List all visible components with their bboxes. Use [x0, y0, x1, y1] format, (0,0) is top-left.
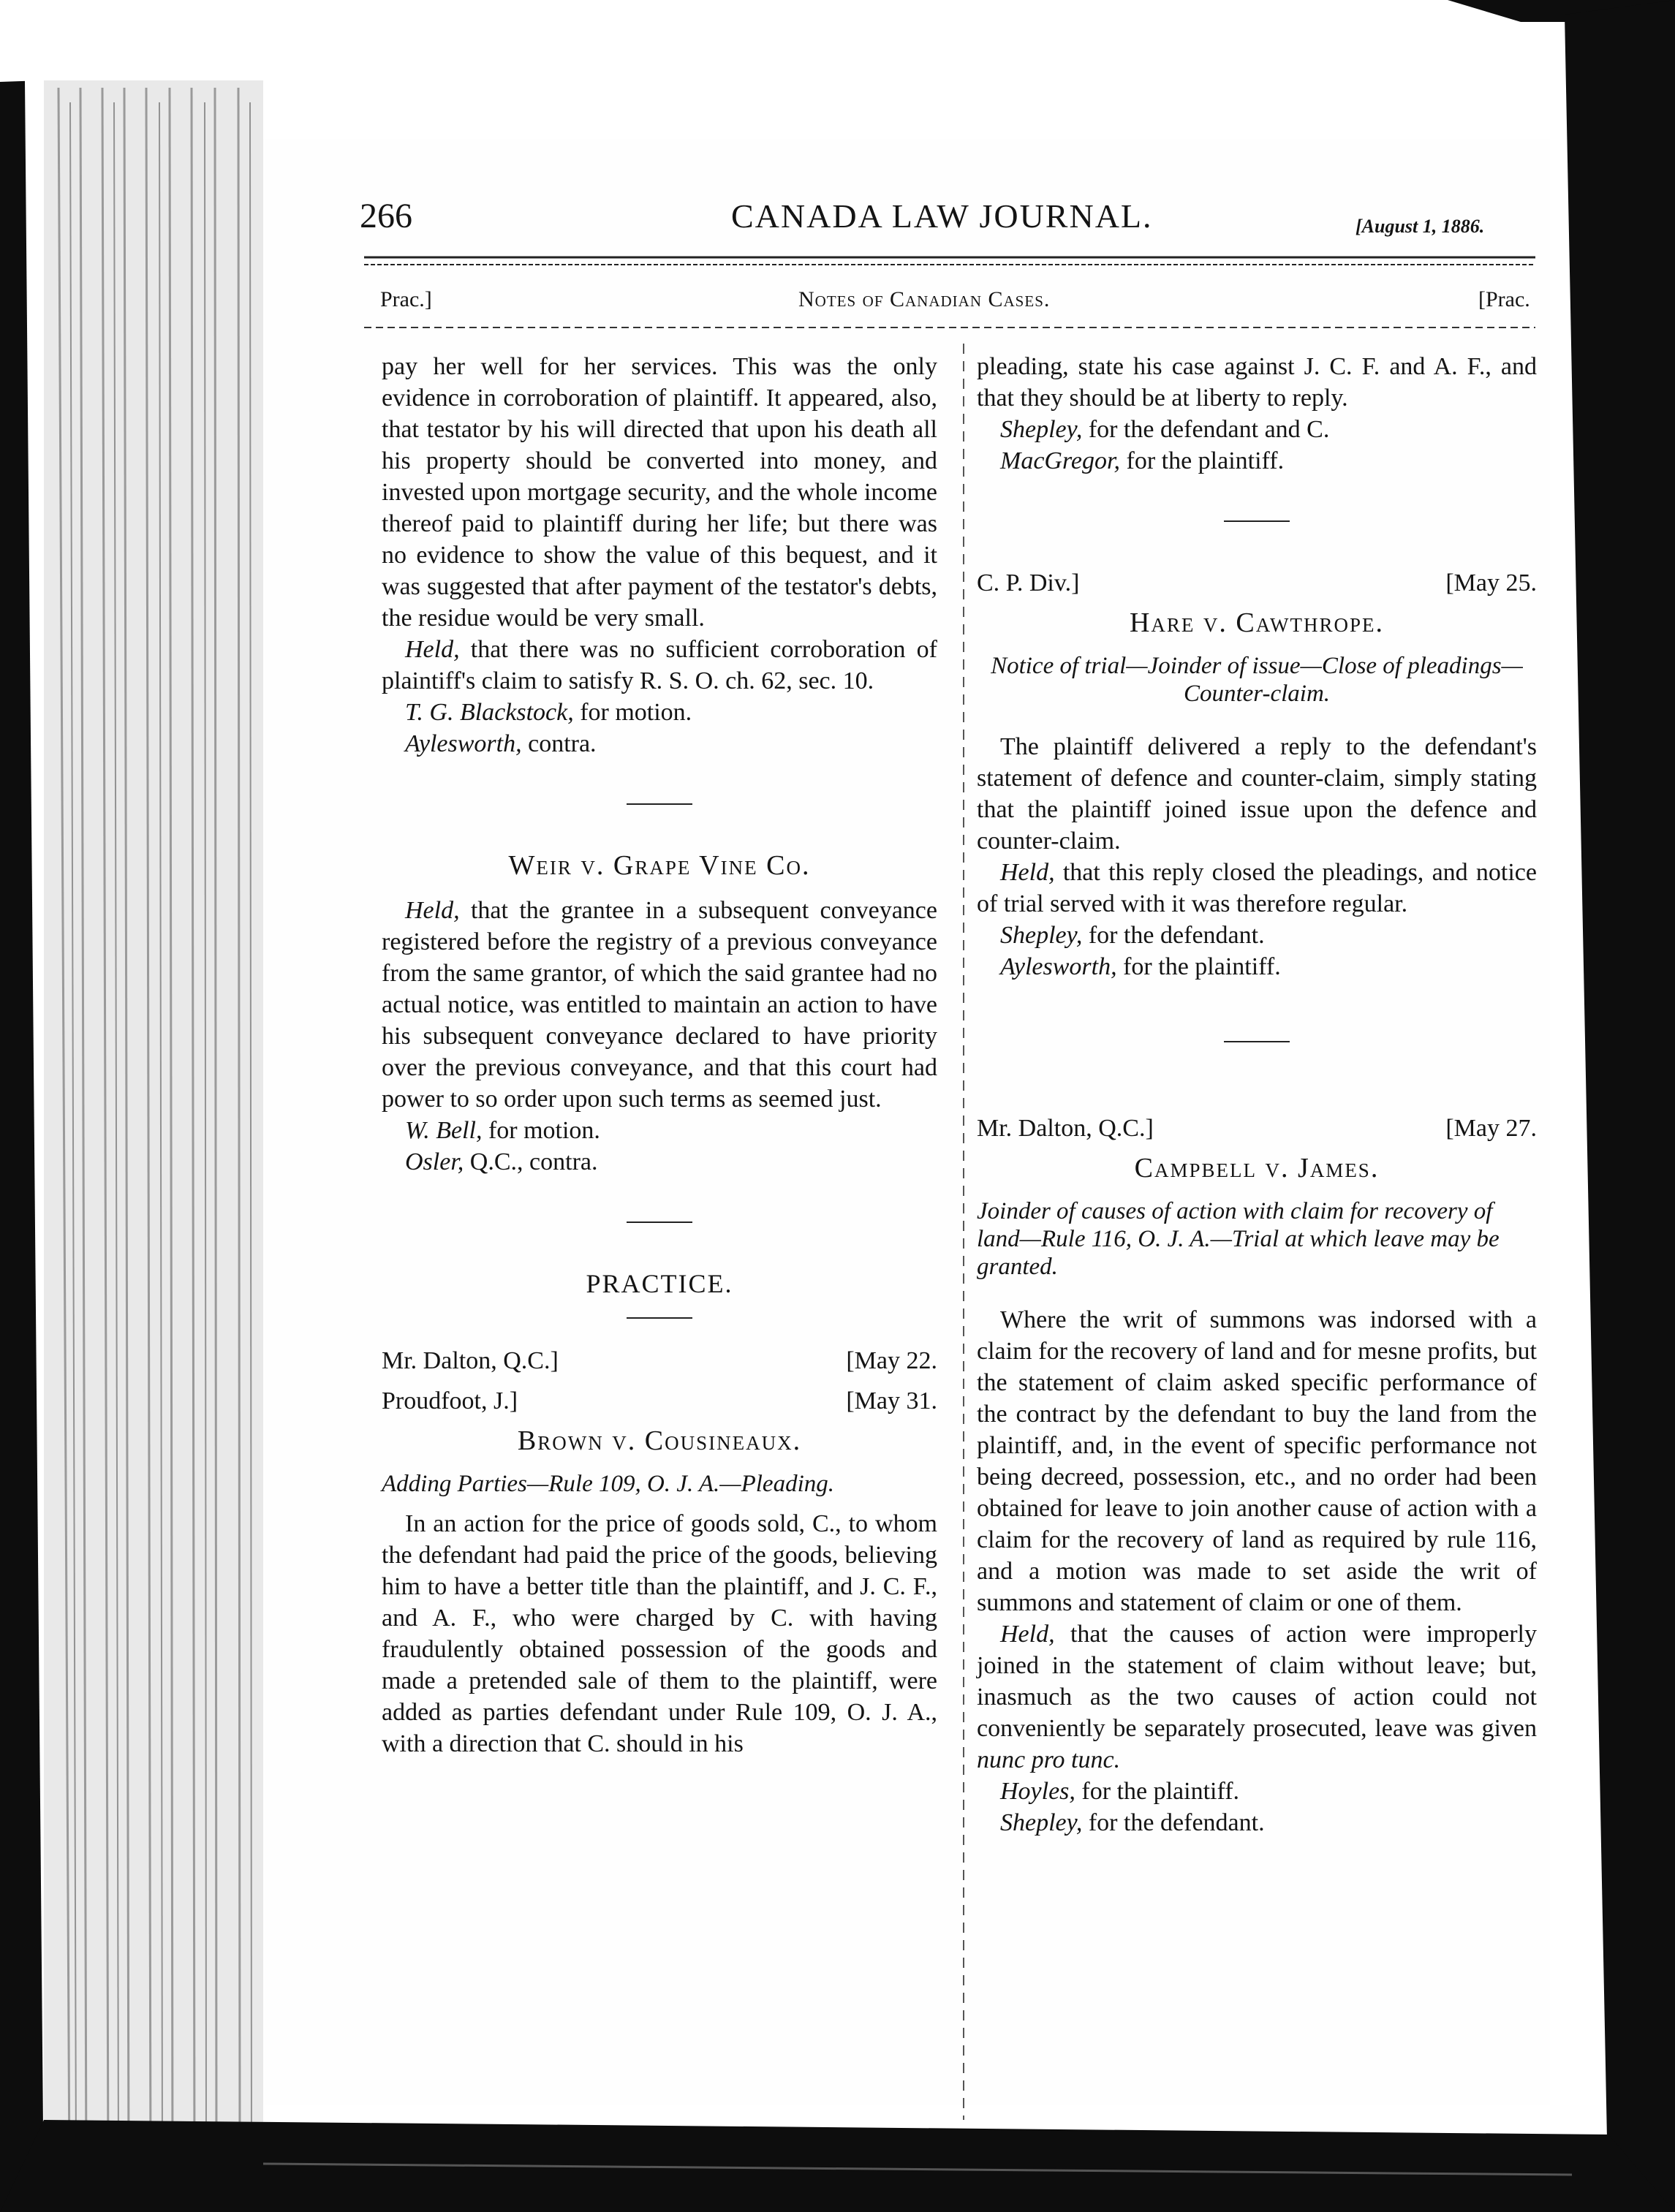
court-line: C. P. Div.] [May 25. — [977, 569, 1537, 596]
right-column — [977, 351, 1537, 1838]
separator-rule — [627, 1317, 692, 1319]
court-line: Proudfoot, J.] [May 31. — [382, 1387, 937, 1414]
counsel-line: W. Bell, for motion. — [405, 1117, 600, 1144]
catchwords: Joinder of causes of action with claim for recovery of land—Rule 116, O. J. A.—Trial at which leave may be granted. — [977, 1198, 1500, 1280]
section-heading: PRACTICE. — [586, 1269, 733, 1298]
separator-rule — [1224, 1041, 1290, 1042]
holding: Held, that this reply closed the pleadings, and notice of trial served with it was therefore regular. — [977, 859, 1537, 917]
running-head-right: [Prac. — [1478, 287, 1530, 311]
separator-rule — [1224, 520, 1290, 522]
separator-rule — [627, 803, 692, 805]
catchwords: Adding Parties—Rule 109, O. J. A.—Pleading. — [382, 1471, 834, 1497]
counsel-line: Shepley, for the defendant. — [1000, 1809, 1265, 1836]
issue-date: [August 1, 1886. — [1355, 216, 1485, 237]
paragraph: In an action for the price of goods sold, C., to whom the defendant had paid the price of the goods, believing him to have a better title than the plaintiff, and J. C. F., and A. F., who were charged by C. with having fraudulently obtained possession of the goods and made a pretended sale of them to the plaintiff, were added as parties defendant under Rule 109, O. J. A., with a direction that C. should in his — [382, 1510, 937, 1757]
journal-title: CANADA LAW JOURNAL. — [731, 197, 1153, 235]
paragraph: pleading, state his case against J. C. F. and A. F., and that they should be at liberty to reply. — [977, 353, 1537, 412]
catchwords: Notice of trial—Joinder of issue—Close of pleadings—Counter-claim. — [991, 653, 1523, 707]
counsel-line: Shepley, for the defendant. — [1000, 922, 1265, 949]
court-line: Mr. Dalton, Q.C.] [May 27. — [977, 1115, 1537, 1142]
counsel-line: Hoyles, for the plaintiff. — [1000, 1778, 1240, 1805]
holding: Held, that the causes of action were improperly joined in the statement of claim without leave; but, inasmuch as the two causes of action could not conveniently be separately prosecuted, leave was given nunc pro tunc. — [977, 1621, 1537, 1773]
counsel-line: MacGregor, for the plaintiff. — [1000, 447, 1285, 474]
separator-rule — [627, 1221, 692, 1223]
counsel-line: Osler, Q.C., contra. — [405, 1148, 598, 1175]
case-title: Campbell v. James. — [1134, 1153, 1380, 1183]
case-title: Hare v. Cawthrope. — [1129, 607, 1385, 638]
holding: Held, that there was no sufficient corroboration of plaintiff's claim to satisfy R. S. O. ch. 62, sec. 10. — [382, 636, 937, 694]
left-column — [382, 351, 937, 1760]
running-head-left: Prac.] — [380, 287, 432, 311]
holding: Held, that the grantee in a subsequent conveyance registered before the registry of a previous conveyance from the same grantor, of which the said grantee had no actual notice, was entitled to maintain an action to have his subsequent conveyance declared to have priority over the previous conveyance, and that this court had power to so order upon such terms as seemed just. — [382, 897, 937, 1113]
counsel-line: Shepley, for the defendant and C. — [1000, 416, 1330, 443]
page-number: 266 — [360, 197, 412, 235]
counsel-line: Aylesworth, contra. — [405, 730, 597, 757]
paragraph: Where the writ of summons was indorsed with a claim for the recovery of land and for mesne profits, but the statement of claim asked specific performance of the contract by the defendant to buy the land from the plaintiff, and, in the event of specific performance not being decreed, possession, etc., and no order had been obtained for leave to join another cause of action with a claim for the recovery of land as required by rule 116, and a motion was made to set aside the writ of summons and statement of claim or one of them. — [977, 1306, 1537, 1616]
court-line: Mr. Dalton, Q.C.] [May 22. — [382, 1347, 937, 1374]
running-head-center: Notes of Canadian Cases. — [798, 287, 1051, 311]
counsel-line: T. G. Blackstock, for motion. — [405, 699, 692, 726]
counsel-line: Aylesworth, for the plaintiff. — [1000, 953, 1281, 980]
case-title: Weir v. Grape Vine Co. — [508, 850, 811, 881]
paragraph: The plaintiff delivered a reply to the defendant's statement of defence and counter-claim, simply stating that the plaintiff joined issue upon the defence and counter-claim. — [977, 733, 1537, 855]
case-title: Brown v. Cousineaux. — [517, 1425, 802, 1456]
paragraph: pay her well for her services. This was the only evidence in corroboration of plaintiff. It appeared, also, that testator by his will directed that upon his death all his property should be converted into money, and invested upon mortgage security, and the whole income thereof paid to plaintiff during her life; but there was no evidence to show the value of this bequest, and it was suggested that after payment of the testator's debts, the residue would be very small. — [382, 353, 937, 632]
